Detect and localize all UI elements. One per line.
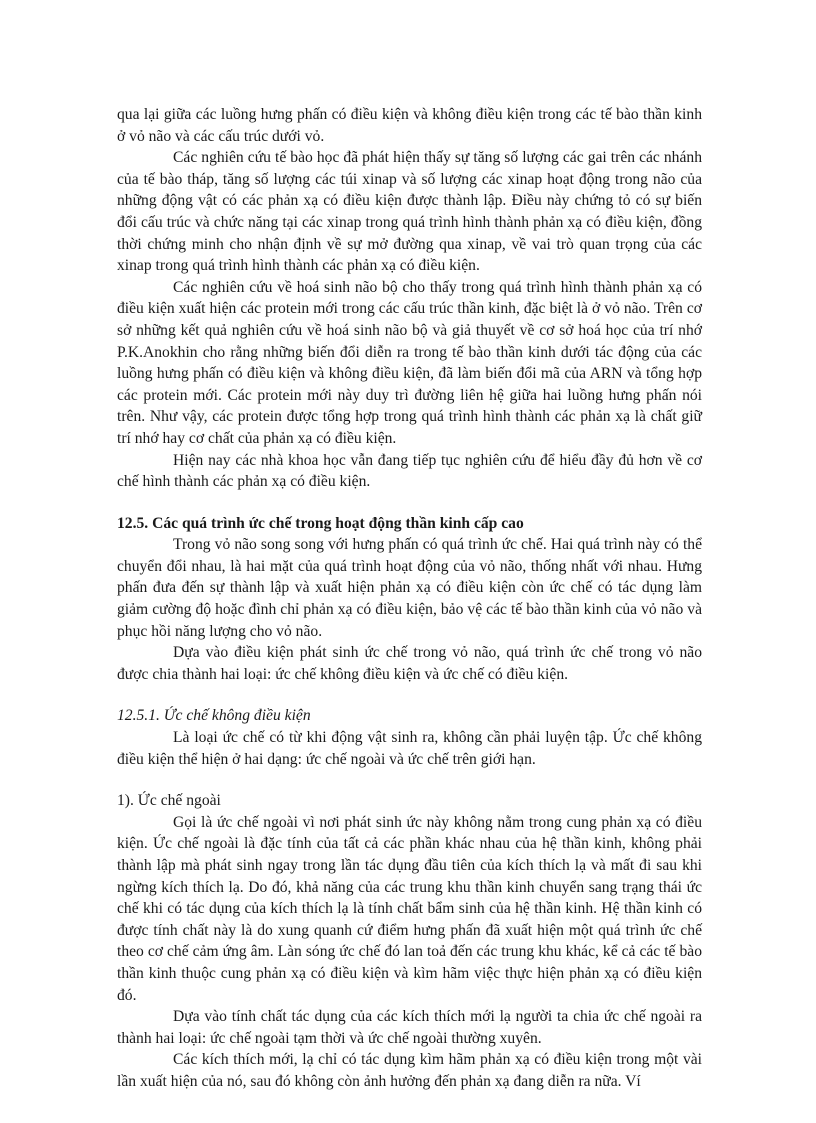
list-item-heading: 1). Ức chế ngoài xyxy=(117,792,221,810)
section-heading: 12.5. Các quá trình ức chế trong hoạt động thần kinh cấp cao xyxy=(117,514,524,532)
paragraph-10: Các kích thích mới, lạ chỉ có tác dụng kìm hãm phản xạ có điều kiện trong một vài lần xuất hiện của nó, sau đó không còn ảnh hưởng đến phản xạ đang diễn ra nữa. Ví xyxy=(117,1051,702,1090)
paragraph-6: Dựa vào điều kiện phát sinh ức chế trong vỏ não, quá trình ức chế trong vỏ não được chia thành hai loại: ức chế không điều kiện và ức chế có điều kiện. xyxy=(117,644,702,683)
paragraph-5: Trong vỏ não song song với hưng phấn có quá trình ức chế. Hai quá trình này có thể chuyển đổi nhau, là hai mặt của quá trình hoạt động của vỏ não, thống nhất với nhau. Hưng phấn đưa đến sự thành lập và xuất hiện phản xạ có điều kiện còn ức chế có tác dụng làm giảm cường độ hoặc đình chỉ phản xạ có điều kiện, bảo vệ các tế bào thần kinh của vỏ não và phục hồi năng lượng cho vỏ não. xyxy=(117,536,702,640)
subsection-heading: 12.5.1. Ức chế không điều kiện xyxy=(117,707,311,725)
paragraph-1: qua lại giữa các luồng hưng phấn có điều kiện và không điều kiện trong các tế bào thần kinh ở vỏ não và các cấu trúc dưới vỏ. xyxy=(117,106,702,145)
paragraph-8: Gọi là ức chế ngoài vì nơi phát sinh ức này không nằm trong cung phản xạ có điều kiện. Ức chế ngoài là đặc tính của tất cả các phần khác nhau của hệ thần kinh, không phải thành lập mà phát sinh ngay trong lần tác dụng đầu tiên của kích thích lạ và mất đi sau khi ngừng kích thích lạ. Do đó, khả năng của các trung khu thần kinh chuyển sang trạng thái ức chế khi có tác dụng của kích thích lạ là tính chất bẩm sinh của hệ thần kinh. Hệ thần kinh có được tính chất này là do xung quanh cứ điểm hưng phấn đã xuất hiện một quá trình ức chế theo cơ chế cảm ứng âm. Làn sóng ức chế đó lan toả đến các trung khu khác, kể cả các tế bào thần kinh thuộc cung phản xạ có điều kiện và kìm hãm việc thực hiện phản xạ có điều kiện đó. xyxy=(117,813,702,1004)
paragraph-2: Các nghiên cứu tế bào học đã phát hiện thấy sự tăng số lượng các gai trên các nhánh của tế bào tháp, tăng số lượng các túi xinap và số lượng các xinap hoạt động trong não của những động vật có các phản xạ có điều kiện được thành lập. Điều này chứng tỏ có sự biến đổi cấu trúc và chức năng tại các xinap trong quá trình hình thành phản xạ có điều kiện, đồng thời chứng minh cho nhận định về sự mở đường qua xinap, về vai trò quan trọng của các xinap trong quá trình hình thành các phản xạ có điều kiện. xyxy=(117,149,702,275)
paragraph-9: Dựa vào tính chất tác dụng của các kích thích mới lạ người ta chia ức chế ngoài ra thành hai loại: ức chế ngoài tạm thời và ức chế ngoài thường xuyên. xyxy=(117,1008,702,1047)
paragraph-3: Các nghiên cứu về hoá sinh não bộ cho thấy trong quá trình hình thành phản xạ có điều kiện xuất hiện các protein mới trong các cấu trúc thần kinh, đặc biệt là ở vỏ não. Trên cơ sở những kết quả nghiên cứu về hoá sinh não bộ và giả thuyết về cơ sở hoá học của trí nhớ P.K.Anokhin cho rằng những biến đổi diễn ra trong tế bào thần kinh dưới tác động của các luồng hưng phấn có điều kiện và không điều kiện, đã làm biến đổi mã của ARN và tổng hợp các protein mới. Các protein mới này duy trì đường liên hệ giữa hai luồng hưng phấn nói trên. Như vậy, các protein được tổng hợp trong quá trình hình thành các phản xạ là chất giữ trí nhớ hay cơ chất của phản xạ có điều kiện. xyxy=(117,278,702,447)
paragraph-4: Hiện nay các nhà khoa học vẫn đang tiếp tục nghiên cứu để hiểu đầy đủ hơn về cơ chế hình thành các phản xạ có điều kiện. xyxy=(117,451,702,491)
paragraph-7: Là loại ức chế có từ khi động vật sinh ra, không cần phải luyện tập. Ức chế không điều kiện thể hiện ở hai dạng: ức chế ngoài và ức chế trên giới hạn. xyxy=(117,729,702,768)
document-page xyxy=(117,104,702,1093)
